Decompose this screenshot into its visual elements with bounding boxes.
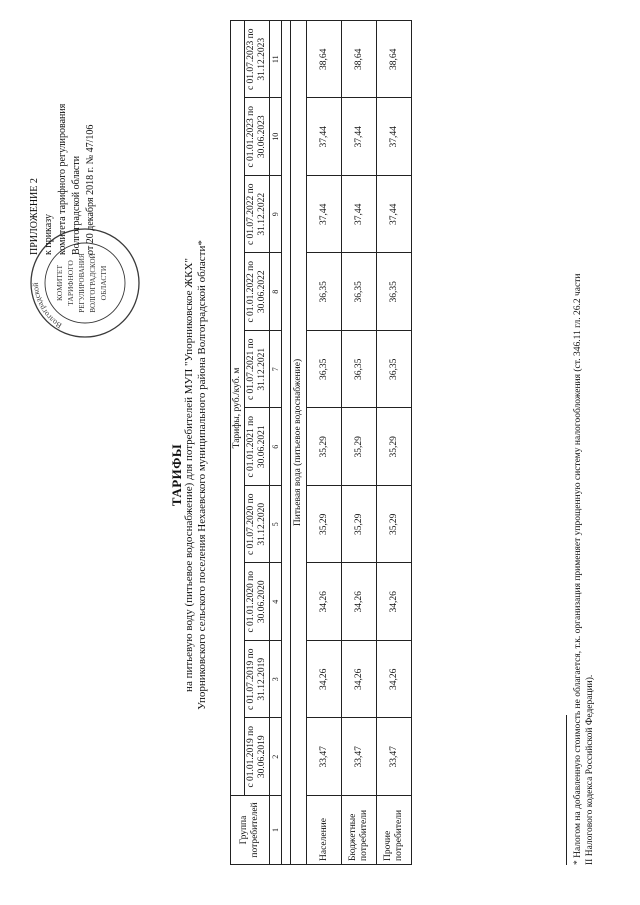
tariff-value: 34,26 xyxy=(342,563,377,641)
group-name: Население xyxy=(307,796,342,865)
tariff-value: 36,35 xyxy=(307,253,342,331)
tariff-value: 36,35 xyxy=(342,253,377,331)
column-number: 4 xyxy=(270,563,282,641)
footnote xyxy=(572,20,596,865)
table-row xyxy=(377,21,412,865)
appendix-authority: комитета тарифного регулирования xyxy=(57,103,68,255)
period-header: с 01.07.2022 по 31.12.2022 xyxy=(245,176,270,254)
column-number: 3 xyxy=(270,641,282,719)
table-header-row-1 xyxy=(231,21,245,865)
period-header: с 01.01.2022 по 30.06.2022 xyxy=(245,253,270,331)
tariff-value: 37,44 xyxy=(377,98,412,176)
tariffs-header: Тарифы, руб./куб. м xyxy=(231,21,245,796)
tariffs-table xyxy=(230,20,412,865)
tariff-value: 36,35 xyxy=(307,331,342,409)
section-label: Питьевая вода (питьевое водоснабжение) xyxy=(291,21,307,865)
tariff-value: 38,64 xyxy=(342,21,377,99)
tariff-value: 34,26 xyxy=(377,563,412,641)
spacer-cell xyxy=(282,21,291,865)
seal-inner-text-5: ОБЛАСТИ xyxy=(99,265,108,301)
period-header: с 01.07.2021 по 31.12.2021 xyxy=(245,331,270,409)
column-number: 8 xyxy=(270,253,282,331)
document-title xyxy=(170,125,209,825)
table-row xyxy=(342,21,377,865)
column-number: 2 xyxy=(270,718,282,796)
title-main: ТАРИФЫ xyxy=(169,443,184,507)
tariff-value: 34,26 xyxy=(342,641,377,719)
tariff-value: 36,35 xyxy=(342,331,377,409)
footnote-line-2: II Налогового кодекса Российской Федерации). xyxy=(585,674,595,865)
group-header: Группа потребителей xyxy=(231,796,270,865)
period-header: с 01.01.2021 по 30.06.2021 xyxy=(245,408,270,486)
tariff-value: 35,29 xyxy=(342,486,377,564)
spacer-row xyxy=(282,21,291,865)
title-line-2: Упорниковского сельского поселения Нехаевского муниципального района Волгоградской области* xyxy=(196,240,208,710)
tariff-value: 34,26 xyxy=(307,641,342,719)
tariff-value: 37,44 xyxy=(307,176,342,254)
column-number: 7 xyxy=(270,331,282,409)
tariff-value: 35,29 xyxy=(307,486,342,564)
footnote-divider xyxy=(566,715,567,865)
group-name: Прочие потребители xyxy=(377,796,412,865)
seal-ring-text: Волгоградской xyxy=(30,282,64,331)
period-header: с 01.07.2019 по 31.12.2019 xyxy=(245,641,270,719)
period-header: с 01.07.2023 по 31.12.2023 xyxy=(245,21,270,99)
tariff-value: 36,35 xyxy=(377,331,412,409)
seal-inner-text-4: ВОЛГОГРАДСКОЙ xyxy=(89,253,97,313)
column-number: 11 xyxy=(270,21,282,99)
tariff-value: 38,64 xyxy=(307,21,342,99)
tariff-value: 37,44 xyxy=(377,176,412,254)
tariff-value: 35,29 xyxy=(377,408,412,486)
appendix-date: от 20 декабря 2018 г. № 47/106 xyxy=(85,124,96,255)
tariff-value: 37,44 xyxy=(342,176,377,254)
period-header: с 01.01.2020 по 30.06.2020 xyxy=(245,563,270,641)
appendix-number: ПРИЛОЖЕНИЕ 2 xyxy=(29,178,40,255)
appendix-region: Волгоградской области xyxy=(71,155,82,255)
section-row xyxy=(291,21,307,865)
title-line-1: на питьевую воду (питьевое водоснабжение) для потребителей МУП "Упорниковское ЖКХ" xyxy=(183,258,195,692)
column-number: 6 xyxy=(270,408,282,486)
tariff-value: 35,29 xyxy=(307,408,342,486)
seal-inner-text-2: ТАРИФНОГО xyxy=(66,260,75,306)
tariff-value: 37,44 xyxy=(307,98,342,176)
footnote-line-1: * Налогом на добавленную стоимость не облагается, т.к. организация применяет упрощенную систему налогообложения (ст. 346.11 гл. 26.2 части xyxy=(573,273,583,865)
column-number: 9 xyxy=(270,176,282,254)
period-header: с 01.01.2023 по 30.06.2023 xyxy=(245,98,270,176)
appendix-header xyxy=(28,25,98,255)
column-number: 10 xyxy=(270,98,282,176)
period-header: с 01.01.2019 по 30.06.2019 xyxy=(245,718,270,796)
seal-inner-text-1: КОМИТЕТ xyxy=(55,264,64,302)
tariff-value: 34,26 xyxy=(307,563,342,641)
column-number: 5 xyxy=(270,486,282,564)
seal-inner-text-3: РЕГУЛИРОВАНИЯ xyxy=(78,253,86,313)
column-number-row xyxy=(270,21,282,865)
table-header-row-2 xyxy=(245,21,270,865)
tariff-value: 37,44 xyxy=(342,98,377,176)
group-name: Бюджетные потребители xyxy=(342,796,377,865)
tariff-value: 34,26 xyxy=(377,641,412,719)
appendix-order-ref: к приказу xyxy=(43,214,54,255)
tariff-value: 36,35 xyxy=(377,253,412,331)
table-row xyxy=(307,21,342,865)
column-number: 1 xyxy=(270,796,282,865)
tariff-value: 33,47 xyxy=(342,718,377,796)
period-header: с 01.07.2020 по 31.12.2020 xyxy=(245,486,270,564)
tariff-value: 38,64 xyxy=(377,21,412,99)
tariff-value: 35,29 xyxy=(377,486,412,564)
tariff-value: 33,47 xyxy=(307,718,342,796)
tariff-value: 33,47 xyxy=(377,718,412,796)
tariff-value: 35,29 xyxy=(342,408,377,486)
